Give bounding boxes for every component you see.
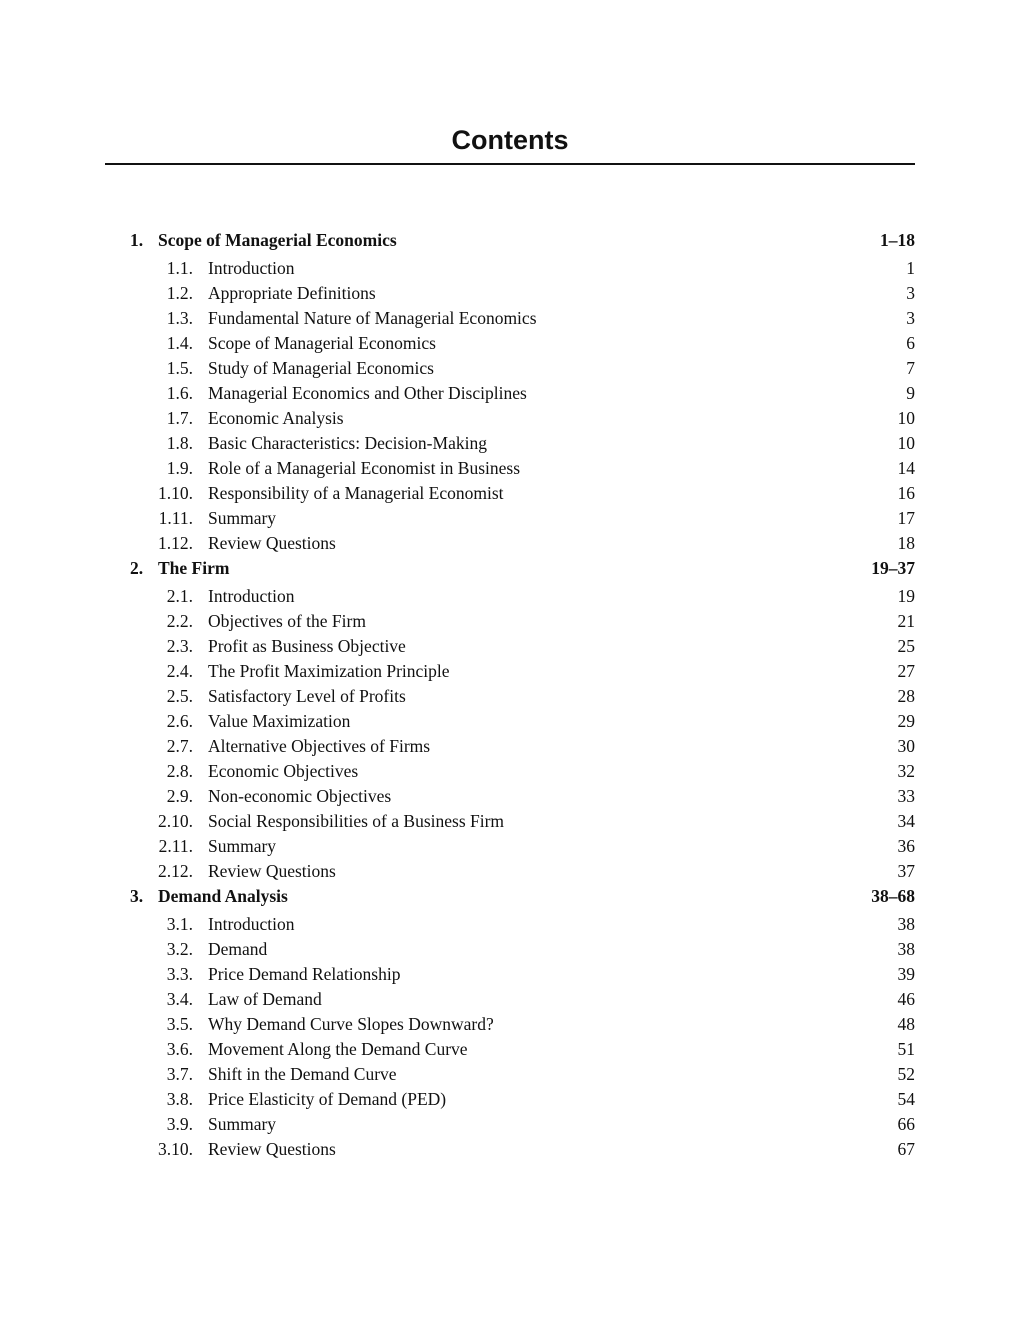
toc-chapter-row[interactable]	[0, 556, 1020, 581]
section-page: 52	[897, 1064, 915, 1084]
toc-section-row[interactable]	[0, 584, 1020, 609]
section-page: 27	[897, 661, 915, 681]
toc-section-row[interactable]	[0, 306, 1020, 331]
section-title: Basic Characteristics: Decision-Making	[208, 433, 487, 453]
section-number: 2.3.	[166, 636, 193, 656]
section-page: 19	[897, 586, 915, 606]
toc-section-row[interactable]	[0, 634, 1020, 659]
toc-section-row[interactable]	[0, 1062, 1020, 1087]
section-number: 1.6.	[166, 383, 193, 403]
section-number: 2.6.	[166, 711, 193, 731]
toc-section-row[interactable]	[0, 1137, 1020, 1162]
section-number: 1.4.	[166, 333, 193, 353]
section-page: 21	[897, 611, 915, 631]
section-number: 1.5.	[166, 358, 193, 378]
toc-section-row[interactable]	[0, 431, 1020, 456]
section-title: Alternative Objectives of Firms	[208, 736, 431, 756]
section-number: 2.1.	[166, 586, 193, 606]
section-title: Fundamental Nature of Managerial Economics	[208, 308, 537, 328]
toc-section-row[interactable]	[0, 659, 1020, 684]
section-page: 46	[897, 989, 915, 1009]
section-title: Why Demand Curve Slopes Downward?	[208, 1014, 494, 1034]
section-title: Summary	[208, 508, 277, 528]
section-number: 2.11.	[158, 836, 193, 856]
section-page: 33	[897, 786, 915, 806]
section-number: 3.8.	[166, 1089, 193, 1109]
section-title: Introduction	[208, 914, 295, 934]
section-page: 10	[897, 433, 915, 453]
section-page: 48	[897, 1014, 915, 1034]
section-page: 3	[906, 308, 915, 328]
toc-section-row[interactable]	[0, 709, 1020, 734]
section-page: 14	[897, 458, 915, 478]
section-number: 2.5.	[166, 686, 193, 706]
toc-section-row[interactable]	[0, 784, 1020, 809]
toc-section-row[interactable]	[0, 1037, 1020, 1062]
section-page: 38	[897, 939, 915, 959]
toc-section-row[interactable]	[0, 962, 1020, 987]
toc-section-row[interactable]	[0, 456, 1020, 481]
section-page: 66	[897, 1114, 915, 1134]
section-title: Law of Demand	[208, 989, 322, 1009]
section-page: 6	[906, 333, 915, 353]
section-page: 39	[897, 964, 915, 984]
section-number: 3.1.	[166, 914, 193, 934]
section-page: 1	[906, 258, 915, 278]
section-page: 17	[897, 508, 915, 528]
chapter-title: The Firm	[158, 558, 230, 578]
chapter-title: Demand Analysis	[158, 886, 288, 906]
section-title: Profit as Business Objective	[208, 636, 406, 656]
chapter-number: 2.	[130, 558, 144, 578]
section-page: 51	[897, 1039, 915, 1059]
section-page: 37	[897, 861, 915, 881]
section-number: 2.4.	[166, 661, 193, 681]
section-number: 1.9.	[166, 458, 193, 478]
section-number: 1.11.	[158, 508, 193, 528]
section-number: 2.12.	[158, 861, 193, 881]
section-title: Appropriate Definitions	[208, 283, 376, 303]
page-title: Contents	[451, 125, 569, 155]
toc-section-row[interactable]	[0, 759, 1020, 784]
section-title: Introduction	[208, 586, 295, 606]
title-divider	[105, 163, 915, 165]
toc-section-row[interactable]	[0, 987, 1020, 1012]
toc-section-row[interactable]	[0, 1087, 1020, 1112]
toc-section-row[interactable]	[0, 256, 1020, 281]
section-title: Summary	[208, 1114, 277, 1134]
toc-section-row[interactable]	[0, 834, 1020, 859]
section-page: 18	[897, 533, 915, 553]
section-page: 10	[897, 408, 915, 428]
toc-section-row[interactable]	[0, 1012, 1020, 1037]
section-number: 2.10.	[158, 811, 193, 831]
section-page: 16	[897, 483, 915, 503]
section-page: 34	[897, 811, 915, 831]
section-number: 2.7.	[166, 736, 193, 756]
section-number: 3.3.	[166, 964, 193, 984]
section-number: 2.8.	[166, 761, 193, 781]
section-title: Shift in the Demand Curve	[208, 1064, 397, 1084]
section-page: 28	[897, 686, 915, 706]
section-title: Scope of Managerial Economics	[208, 333, 436, 353]
section-number: 3.6.	[166, 1039, 193, 1059]
section-number: 2.9.	[166, 786, 193, 806]
section-title: Introduction	[208, 258, 295, 278]
section-title: Role of a Managerial Economist in Business	[208, 458, 521, 478]
section-title: Economic Objectives	[208, 761, 359, 781]
section-number: 3.4.	[166, 989, 193, 1009]
chapter-title: Scope of Managerial Economics	[158, 230, 397, 250]
section-page: 38	[897, 914, 915, 934]
section-title: Price Elasticity of Demand (PED)	[208, 1089, 447, 1109]
section-title: Review Questions	[208, 533, 336, 553]
section-title: Responsibility of a Managerial Economist	[208, 483, 504, 503]
chapter-page-range: 38–68	[871, 886, 915, 906]
section-page: 30	[897, 736, 915, 756]
toc-section-row[interactable]	[0, 356, 1020, 381]
section-number: 1.12.	[158, 533, 193, 553]
toc-section-row[interactable]	[0, 281, 1020, 306]
section-number: 1.8.	[166, 433, 193, 453]
section-number: 3.5.	[166, 1014, 193, 1034]
toc-chapter-row[interactable]	[0, 884, 1020, 909]
section-title: Objectives of the Firm	[208, 611, 366, 631]
toc-section-row[interactable]	[0, 809, 1020, 834]
section-title: Review Questions	[208, 1139, 336, 1159]
section-page: 3	[906, 283, 915, 303]
section-page: 7	[906, 358, 915, 378]
section-title: Economic Analysis	[208, 408, 344, 428]
toc-section-row[interactable]	[0, 331, 1020, 356]
section-title: Price Demand Relationship	[208, 964, 401, 984]
section-title: Social Responsibilities of a Business Firm	[208, 811, 505, 831]
section-number: 1.2.	[166, 283, 193, 303]
section-title: Managerial Economics and Other Disciplines	[208, 383, 527, 403]
chapter-number: 3.	[130, 886, 144, 906]
chapter-page-range: 19–37	[871, 558, 915, 578]
section-number: 2.2.	[166, 611, 193, 631]
toc-section-row[interactable]	[0, 912, 1020, 937]
section-number: 1.7.	[166, 408, 193, 428]
section-title: Summary	[208, 836, 277, 856]
section-number: 1.1.	[166, 258, 193, 278]
section-number: 3.2.	[166, 939, 193, 959]
chapter-number: 1.	[130, 230, 144, 250]
section-title: Non-economic Objectives	[208, 786, 392, 806]
table-of-contents	[0, 228, 1020, 1162]
section-number: 3.7.	[166, 1064, 193, 1084]
section-title: The Profit Maximization Principle	[208, 661, 450, 681]
toc-section-row[interactable]	[0, 481, 1020, 506]
section-page: 9	[906, 383, 915, 403]
toc-section-row[interactable]	[0, 684, 1020, 709]
section-page: 29	[897, 711, 915, 731]
section-number: 1.10.	[158, 483, 193, 503]
section-title: Review Questions	[208, 861, 336, 881]
section-number: 3.9.	[166, 1114, 193, 1134]
section-page: 32	[897, 761, 915, 781]
section-page: 25	[897, 636, 915, 656]
chapter-page-range: 1–18	[880, 230, 915, 250]
toc-section-row[interactable]	[0, 734, 1020, 759]
section-page: 54	[897, 1089, 915, 1109]
toc-section-row[interactable]	[0, 937, 1020, 962]
section-number: 3.10.	[158, 1139, 193, 1159]
toc-section-row[interactable]	[0, 1112, 1020, 1137]
section-page: 36	[897, 836, 915, 856]
toc-section-row[interactable]	[0, 381, 1020, 406]
toc-section-row[interactable]	[0, 531, 1020, 556]
toc-section-row[interactable]	[0, 609, 1020, 634]
toc-chapter-row[interactable]	[0, 228, 1020, 253]
section-title: Movement Along the Demand Curve	[208, 1039, 468, 1059]
toc-section-row[interactable]	[0, 859, 1020, 884]
section-page: 67	[897, 1139, 915, 1159]
toc-section-row[interactable]	[0, 506, 1020, 531]
section-title: Satisfactory Level of Profits	[208, 686, 406, 706]
section-title: Demand	[208, 939, 268, 959]
toc-section-row[interactable]	[0, 406, 1020, 431]
section-title: Value Maximization	[208, 711, 351, 731]
section-number: 1.3.	[166, 308, 193, 328]
section-title: Study of Managerial Economics	[208, 358, 434, 378]
